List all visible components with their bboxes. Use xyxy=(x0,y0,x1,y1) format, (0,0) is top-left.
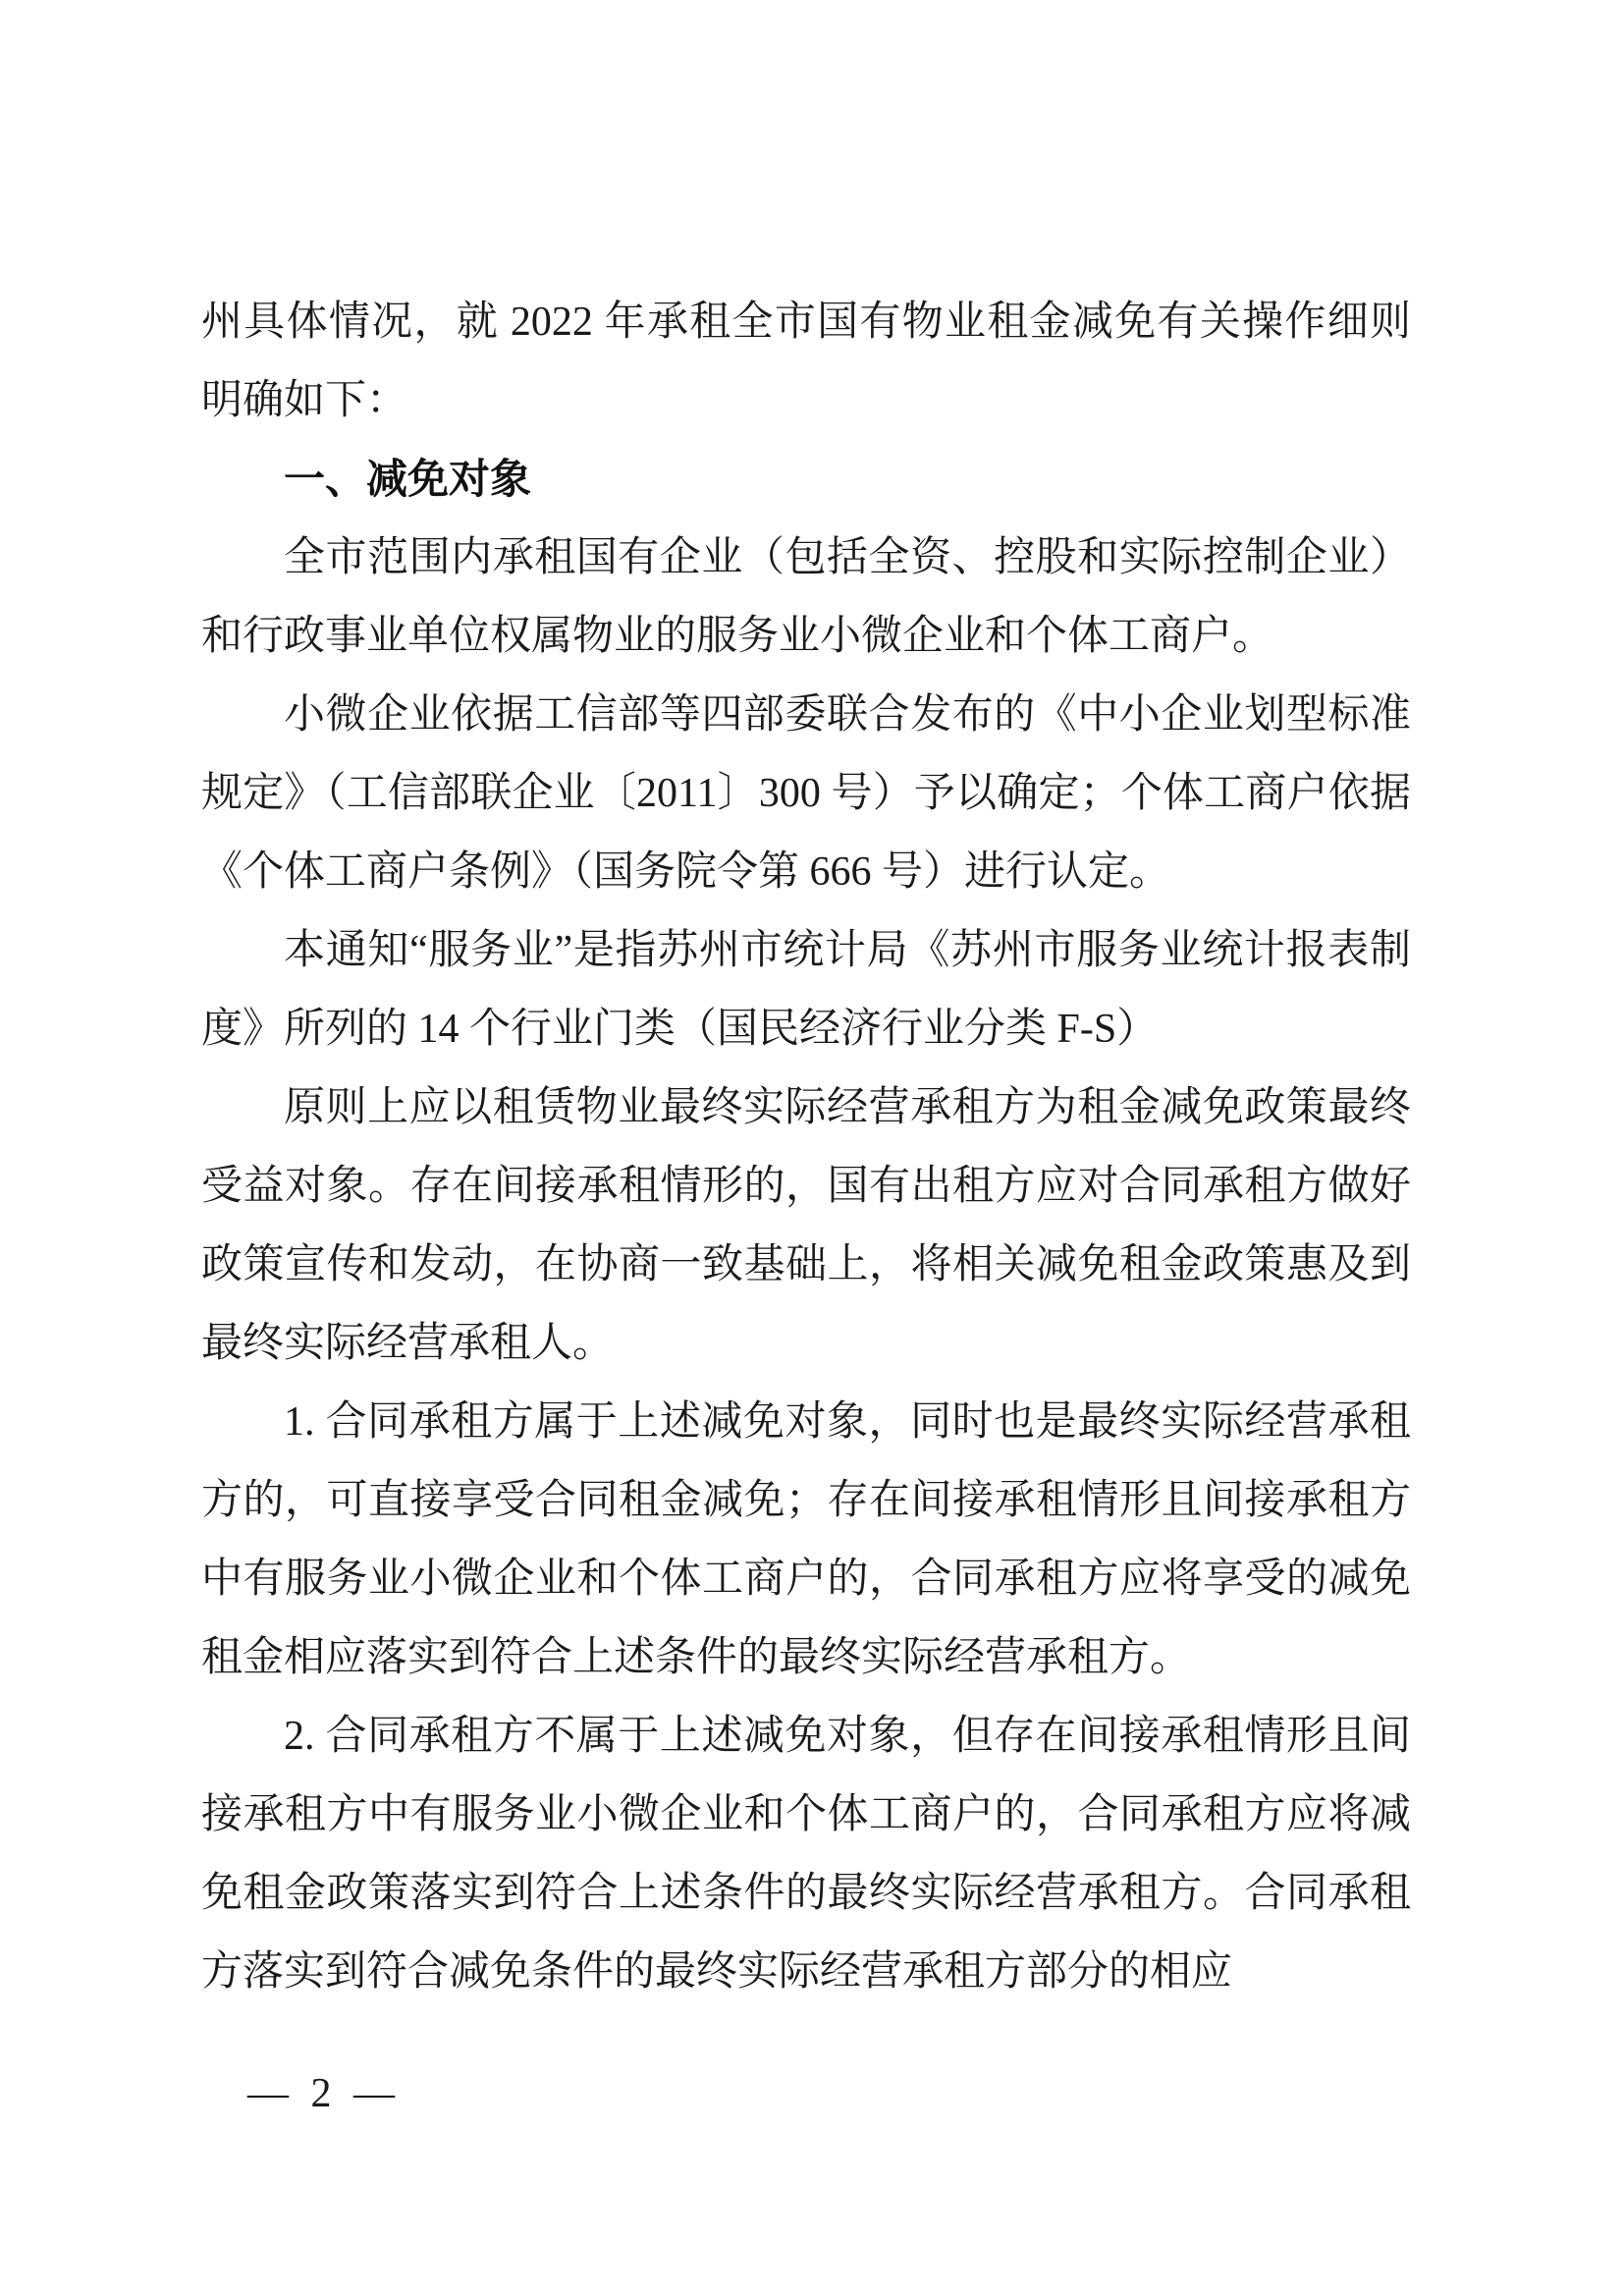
paragraph-scope: 全市范围内承租国有企业（包括全资、控股和实际控制企业）和行政事业单位权属物业的服务业小微企业和个体工商户。 xyxy=(201,535,1411,659)
document-body xyxy=(201,283,1411,2011)
section-heading-jianmian-duixiang: 一、减免对象 xyxy=(284,456,532,502)
paragraph-item-1: 1. 合同承租方属于上述减免对象，同时也是最终实际经营承租方的，可直接享受合同租金减免；存在间接承租情形且间接承租方中有服务业小微企业和个体工商户的，合同承租方应将享受的减免租金相应落实到符合上述条件的最终实际经营承租方。 xyxy=(201,1399,1411,1680)
paragraph-item-2: 2. 合同承租方不属于上述减免对象，但存在间接承租情形且间接承租方中有服务业小微企业和个体工商户的，合同承租方应将减免租金政策落实到符合上述条件的最终实际经营承租方。合同承租方落实到符合减免条件的最终实际经营承租方部分的相应 xyxy=(201,1714,1411,1995)
paragraph-definition-smes: 小微企业依据工信部等四部委联合发布的《中小企业划型标准规定》（工信部联企业〔2011〕300 号）予以确定；个体工商户依据《个体工商户条例》（国务院令第 666 号）进行认定。 xyxy=(201,692,1411,895)
paragraph-definition-service-industry: 本通知“服务业”是指苏州市统计局《苏州市服务业统计报表制度》所列的 14 个行业门类（国民经济行业分类 F-S） xyxy=(201,928,1411,1052)
paragraph-continuation: 州具体情况，就 2022 年承租全市国有物业租金减免有关操作细则明确如下： xyxy=(201,300,1411,423)
paragraph-principle: 原则上应以租赁物业最终实际经营承租方为租金减免政策最终受益对象。存在间接承租情形的，国有出租方应对合同承租方做好政策宣传和发动，在协商一致基础上，将相关减免租金政策惠及到最终实际经营承租人。 xyxy=(201,1085,1411,1366)
page-number: — 2 — xyxy=(247,2071,401,2116)
